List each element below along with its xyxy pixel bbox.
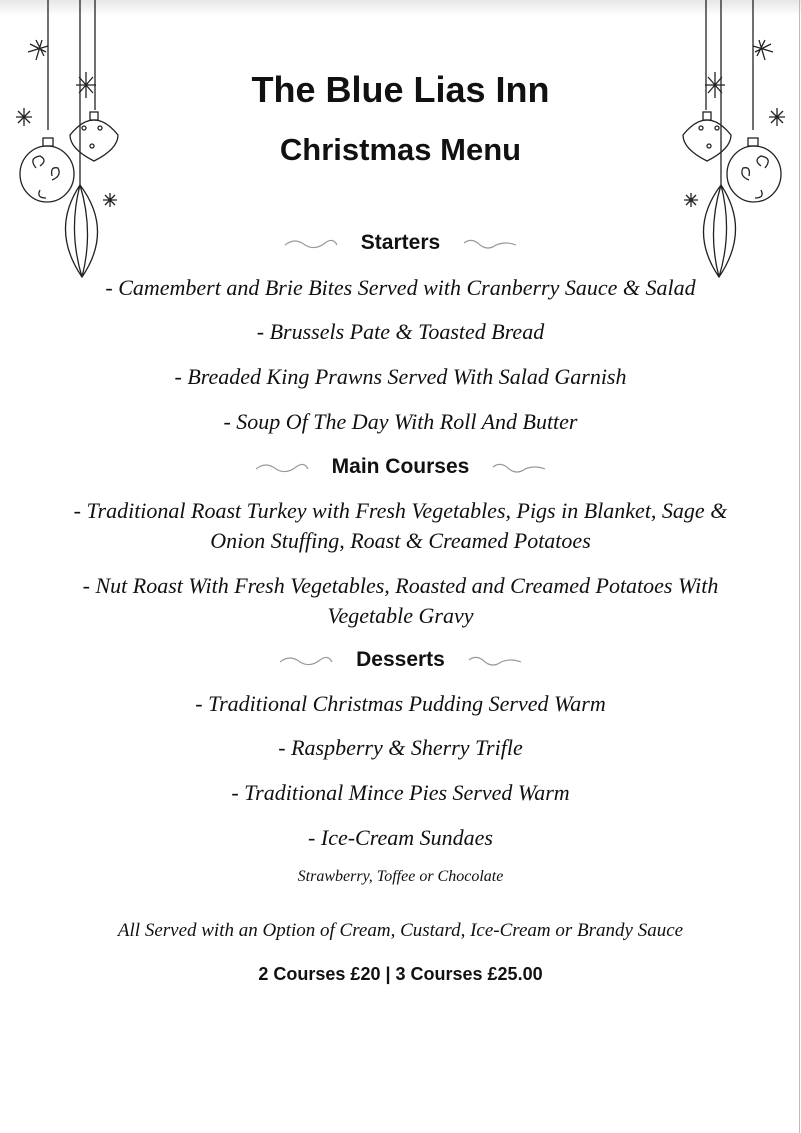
- menu-item: - Ice-Cream Sundaes: [308, 825, 493, 850]
- section-heading-starters: [0, 231, 801, 255]
- menu-item: Onion Stuffing, Roast & Creamed Potatoes: [210, 528, 591, 553]
- swirl-left-icon: [254, 461, 310, 473]
- page-title: The Blue Lias Inn: [251, 69, 550, 110]
- menu-item: - Nut Roast With Fresh Vegetables, Roasted and Creamed Potatoes With: [82, 573, 719, 598]
- menu-item: - Raspberry & Sherry Trifle: [278, 735, 523, 760]
- section-heading-main-courses: [0, 455, 801, 479]
- menu-item: - Breaded King Prawns Served With Salad Garnish: [174, 364, 627, 389]
- section-heading-text: Main Courses: [331, 455, 470, 478]
- section-heading-text: Desserts: [356, 648, 445, 671]
- sundae-flavours: Strawberry, Toffee or Chocolate: [297, 868, 504, 885]
- section-heading-desserts: [0, 648, 801, 672]
- menu-item: Vegetable Gravy: [327, 603, 474, 628]
- menu-item: - Brussels Pate & Toasted Bread: [256, 319, 545, 344]
- menu-item: - Camembert and Brie Bites Served with Cranberry Sauce & Salad: [105, 275, 696, 300]
- swirl-left-icon: [283, 237, 339, 249]
- menu-item: - Soup Of The Day With Roll And Butter: [223, 409, 578, 434]
- menu-item: - Traditional Christmas Pudding Served Warm: [195, 691, 606, 716]
- swirl-right-icon: [491, 461, 547, 473]
- serving-note: All Served with an Option of Cream, Custard, Ice-Cream or Brandy Sauce: [117, 920, 684, 941]
- swirl-left-icon: [278, 654, 334, 666]
- section-heading-text: Starters: [360, 231, 441, 254]
- swirl-right-icon: [467, 654, 523, 666]
- swirl-right-icon: [462, 237, 518, 249]
- menu-item: - Traditional Roast Turkey with Fresh Vegetables, Pigs in Blanket, Sage &: [73, 498, 728, 523]
- page-subtitle: Christmas Menu: [279, 132, 522, 167]
- price-line: 2 Courses £20 | 3 Courses £25.00: [258, 964, 543, 984]
- menu-item: - Traditional Mince Pies Served Warm: [231, 780, 570, 805]
